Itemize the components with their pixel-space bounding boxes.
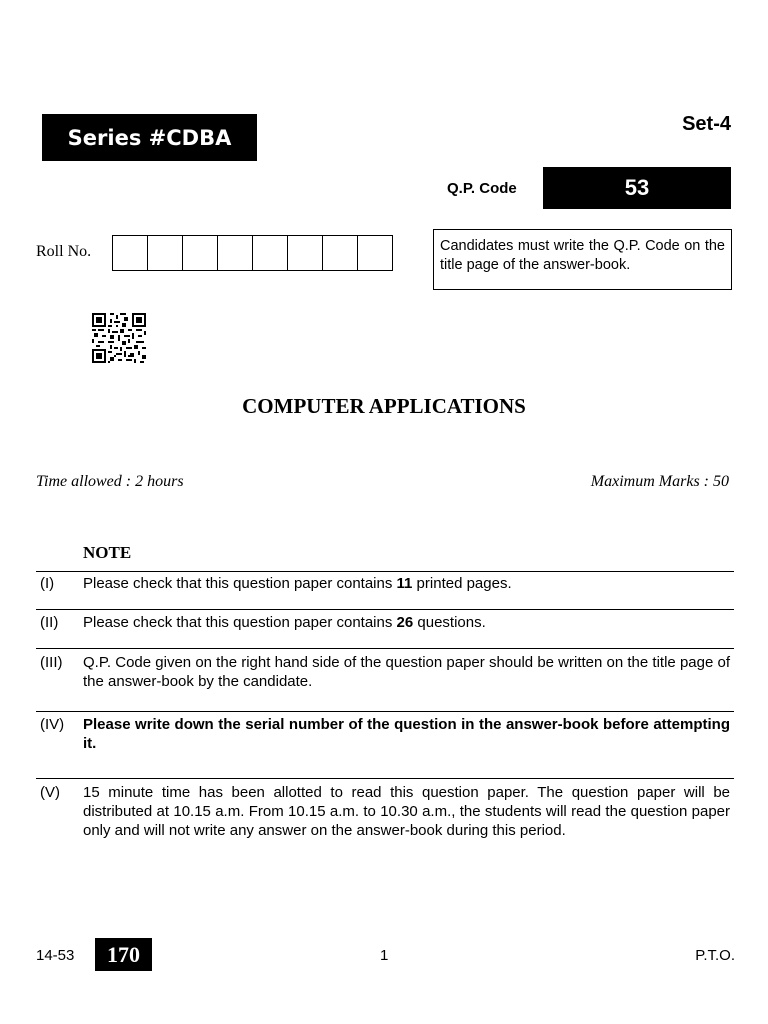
note-item-number: (III) — [40, 654, 63, 671]
divider — [36, 609, 734, 610]
divider — [36, 778, 734, 779]
note-item — [36, 574, 730, 593]
note-item-text: Please write down the serial number of the question in the answer-book before attempting it. — [83, 716, 730, 752]
qp-code-notice: Candidates must write the Q.P. Code on the title page of the answer-book. — [433, 229, 732, 290]
divider — [36, 648, 734, 649]
note-item — [36, 715, 730, 753]
maximum-marks: Maximum Marks : 50 — [590, 473, 729, 490]
note-item-text: Please check that this question paper contains 26 questions. — [83, 614, 486, 631]
roll-number-label: Roll No. — [36, 243, 92, 260]
qp-code-value: 53 — [543, 167, 731, 209]
roll-number-box — [358, 235, 393, 271]
divider — [36, 571, 734, 572]
roll-number-box — [288, 235, 323, 271]
set-label: Set-4 — [682, 113, 731, 135]
roll-number-box — [253, 235, 288, 271]
note-item-number: (V) — [40, 784, 60, 801]
note-item-number: (II) — [40, 614, 59, 631]
note-heading: NOTE — [83, 543, 132, 562]
note-item-text: Q.P. Code given on the right hand side of the question paper should be written on the title page of the answer-book by the candidate. — [83, 654, 730, 690]
divider — [36, 711, 734, 712]
time-allowed: Time allowed : 2 hours — [36, 473, 184, 490]
note-item — [36, 783, 730, 840]
note-item-number: (IV) — [40, 716, 65, 733]
roll-number-box — [183, 235, 218, 271]
roll-number-box — [218, 235, 253, 271]
footer-code: 14-53 — [36, 947, 75, 964]
note-item — [36, 653, 730, 691]
series-label: Series #CDBA — [42, 114, 257, 161]
roll-number-boxes — [112, 235, 393, 271]
roll-number-box — [148, 235, 183, 271]
page-number: 1 — [380, 947, 389, 964]
qr-code-icon — [92, 313, 146, 363]
pto-label: P.T.O. — [695, 947, 735, 964]
roll-number-box — [323, 235, 358, 271]
qp-code-label: Q.P. Code — [447, 180, 517, 197]
footer-box-number: 170 — [95, 938, 152, 971]
note-item-text: Please check that this question paper contains 11 printed pages. — [83, 575, 512, 592]
paper-title: COMPUTER APPLICATIONS — [242, 394, 526, 418]
note-item-number: (I) — [40, 575, 55, 592]
roll-number-box — [113, 235, 148, 271]
note-item-text: 15 minute time has been allotted to read this question paper. The question paper will be distributed at 10.15 a.m. From 10.15 a.m. to 10.30 a.m., the students will read the question paper only and will not write any answer on the answer-book during this period. — [83, 784, 730, 839]
note-item — [36, 613, 730, 632]
